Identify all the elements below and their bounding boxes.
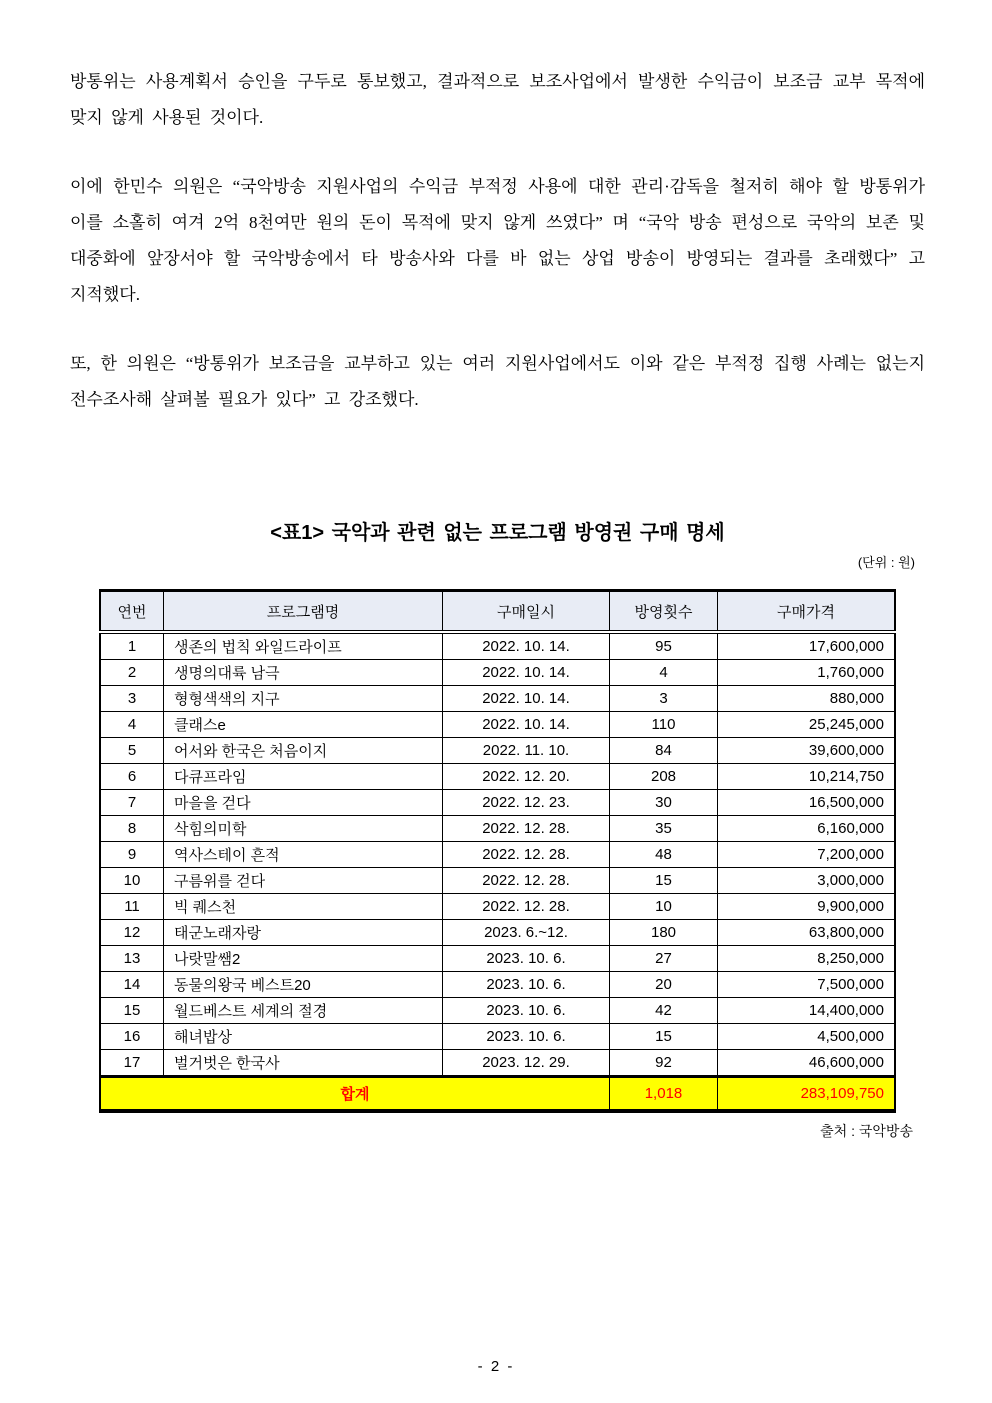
- cell-date: 2022. 12. 23.: [443, 790, 610, 816]
- cell-price: 14,400,000: [718, 998, 896, 1024]
- cell-program: 생존의 법칙 와일드라이프: [164, 632, 443, 660]
- header-price: 구매가격: [718, 591, 896, 633]
- cell-program: 구름위를 걷다: [164, 868, 443, 894]
- table-row: [100, 842, 895, 868]
- cell-date: 2022. 10. 14.: [443, 686, 610, 712]
- cell-date: 2023. 10. 6.: [443, 998, 610, 1024]
- table-row: [100, 764, 895, 790]
- table-row: [100, 738, 895, 764]
- cell-program: 마을을 걷다: [164, 790, 443, 816]
- cell-price: 17,600,000: [718, 632, 896, 660]
- cell-seq: 1: [100, 632, 164, 660]
- paragraph-quote-2: 또, 한 의원은 “방통위가 보조금을 교부하고 있는 여러 지원사업에서도 이와 같은 부적정 집행 사례는 없는지 전수조사해 살펴볼 필요가 있다” 고 강조했다.: [70, 354, 925, 409]
- cell-date: 2023. 10. 6.: [443, 1024, 610, 1050]
- cell-price: 46,600,000: [718, 1050, 896, 1077]
- cell-price: 25,245,000: [718, 712, 896, 738]
- cell-date: 2022. 10. 14.: [443, 632, 610, 660]
- table-row: [100, 1024, 895, 1050]
- cell-seq: 17: [100, 1050, 164, 1077]
- program-purchase-table: [99, 589, 896, 1113]
- header-seq: 연번: [100, 591, 164, 633]
- cell-date: 2023. 10. 6.: [443, 972, 610, 998]
- table-row: [100, 632, 895, 660]
- total-count: 1,018: [610, 1077, 718, 1112]
- cell-count: 92: [610, 1050, 718, 1077]
- cell-program: 월드베스트 세계의 절경: [164, 998, 443, 1024]
- cell-program: 역사스테이 흔적: [164, 842, 443, 868]
- total-label: 합계: [100, 1077, 610, 1112]
- cell-price: 1,760,000: [718, 660, 896, 686]
- cell-seq: 7: [100, 790, 164, 816]
- cell-seq: 15: [100, 998, 164, 1024]
- cell-date: 2022. 12. 28.: [443, 816, 610, 842]
- cell-price: 3,000,000: [718, 868, 896, 894]
- table-row: [100, 660, 895, 686]
- cell-seq: 2: [100, 660, 164, 686]
- header-count: 방영횟수: [610, 591, 718, 633]
- cell-date: 2022. 11. 10.: [443, 738, 610, 764]
- table-row: [100, 1050, 895, 1077]
- cell-program: 다큐프라임: [164, 764, 443, 790]
- cell-price: 9,900,000: [718, 894, 896, 920]
- paragraph-conclusion: 방통위는 사용계획서 승인을 구두로 통보했고, 결과적으로 보조사업에서 발생한 수익금이 보조금 교부 목적에 맞지 않게 사용된 것이다.: [70, 72, 925, 127]
- cell-program: 어서와 한국은 처음이지: [164, 738, 443, 764]
- cell-count: 208: [610, 764, 718, 790]
- cell-count: 180: [610, 920, 718, 946]
- cell-seq: 11: [100, 894, 164, 920]
- cell-program: 클래스e: [164, 712, 443, 738]
- cell-price: 7,500,000: [718, 972, 896, 998]
- cell-count: 110: [610, 712, 718, 738]
- cell-date: 2022. 12. 20.: [443, 764, 610, 790]
- cell-count: 35: [610, 816, 718, 842]
- page-number: - 2 -: [477, 1358, 515, 1375]
- table-row: [100, 920, 895, 946]
- cell-seq: 3: [100, 686, 164, 712]
- cell-program: 나랏말쌤2: [164, 946, 443, 972]
- table-row: [100, 972, 895, 998]
- cell-count: 3: [610, 686, 718, 712]
- cell-date: 2022. 12. 28.: [443, 868, 610, 894]
- table-row: [100, 998, 895, 1024]
- cell-date: 2022. 12. 28.: [443, 894, 610, 920]
- cell-count: 10: [610, 894, 718, 920]
- cell-program: 동물의왕국 베스트20: [164, 972, 443, 998]
- cell-program: 생명의대륙 남극: [164, 660, 443, 686]
- cell-price: 63,800,000: [718, 920, 896, 946]
- cell-count: 15: [610, 868, 718, 894]
- cell-seq: 13: [100, 946, 164, 972]
- cell-program: 빅 퀘스천: [164, 894, 443, 920]
- cell-date: 2023. 10. 6.: [443, 946, 610, 972]
- cell-seq: 8: [100, 816, 164, 842]
- cell-seq: 6: [100, 764, 164, 790]
- paragraph-quote-1: 이에 한민수 의원은 “국악방송 지원사업의 수익금 부적정 사용에 대한 관리·감독을 철저히 해야 할 방통위가 이를 소홀히 여겨 2억 8천여만 원의 돈이 목적에 맞지 않게 쓰였다” 며 “국악 방송 편성으로 국악의 보존 및 대중화에 앞장서야 할 국악방송에서 타 방송사와 다를 바 없는 상업 방송이 방영되는 결과를 초래했다” 고 지적했다.: [70, 177, 925, 304]
- cell-seq: 14: [100, 972, 164, 998]
- cell-price: 6,160,000: [718, 816, 896, 842]
- cell-program: 삭힘의미학: [164, 816, 443, 842]
- cell-count: 15: [610, 1024, 718, 1050]
- cell-seq: 12: [100, 920, 164, 946]
- cell-seq: 9: [100, 842, 164, 868]
- cell-price: 7,200,000: [718, 842, 896, 868]
- table-title: <표1> 국악과 관련 없는 프로그램 방영권 구매 명세: [270, 522, 725, 544]
- cell-count: 95: [610, 632, 718, 660]
- cell-seq: 4: [100, 712, 164, 738]
- cell-date: 2023. 6.~12.: [443, 920, 610, 946]
- cell-date: 2022. 10. 14.: [443, 660, 610, 686]
- cell-program: 벌거벗은 한국사: [164, 1050, 443, 1077]
- cell-program: 형형색색의 지구: [164, 686, 443, 712]
- cell-count: 84: [610, 738, 718, 764]
- header-date: 구매일시: [443, 591, 610, 633]
- cell-count: 4: [610, 660, 718, 686]
- table-total-row: [100, 1077, 895, 1112]
- cell-price: 880,000: [718, 686, 896, 712]
- cell-count: 42: [610, 998, 718, 1024]
- cell-program: 해녀밥상: [164, 1024, 443, 1050]
- table-header-row: [100, 591, 895, 633]
- cell-seq: 16: [100, 1024, 164, 1050]
- cell-seq: 5: [100, 738, 164, 764]
- table-row: [100, 946, 895, 972]
- cell-price: 8,250,000: [718, 946, 896, 972]
- table-row: [100, 712, 895, 738]
- table-row: [100, 868, 895, 894]
- cell-price: 4,500,000: [718, 1024, 896, 1050]
- cell-count: 27: [610, 946, 718, 972]
- cell-date: 2022. 12. 28.: [443, 842, 610, 868]
- source-note: 출처 : 국악방송: [820, 1123, 913, 1139]
- cell-price: 16,500,000: [718, 790, 896, 816]
- total-price: 283,109,750: [718, 1077, 896, 1112]
- table-row: [100, 894, 895, 920]
- cell-price: 39,600,000: [718, 738, 896, 764]
- table-row: [100, 816, 895, 842]
- unit-note: (단위 : 원): [857, 555, 915, 570]
- cell-count: 48: [610, 842, 718, 868]
- cell-date: 2022. 10. 14.: [443, 712, 610, 738]
- cell-program: 태군노래자랑: [164, 920, 443, 946]
- table-row: [100, 686, 895, 712]
- cell-price: 10,214,750: [718, 764, 896, 790]
- cell-count: 20: [610, 972, 718, 998]
- cell-date: 2023. 12. 29.: [443, 1050, 610, 1077]
- table-row: [100, 790, 895, 816]
- cell-count: 30: [610, 790, 718, 816]
- cell-seq: 10: [100, 868, 164, 894]
- header-program: 프로그램명: [164, 591, 443, 633]
